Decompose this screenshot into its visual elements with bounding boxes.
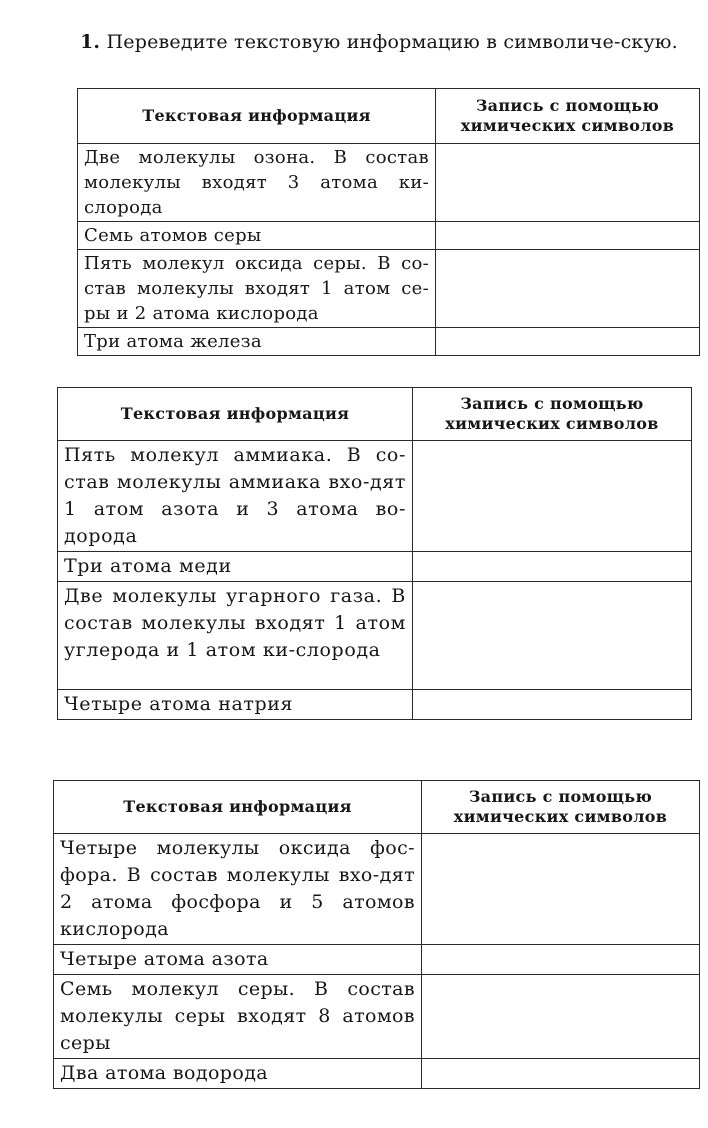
answer-cell[interactable]	[422, 1059, 700, 1089]
answer-cell[interactable]	[436, 328, 700, 356]
translation-table-2	[57, 387, 692, 720]
row-info: Пять молекул оксида серы. В со-став молекулы входят 1 атом се-ры и 2 атома кислорода	[78, 250, 436, 328]
answer-cell[interactable]	[422, 945, 700, 975]
translation-table-1	[77, 88, 700, 356]
table-row	[54, 945, 700, 975]
table-row	[54, 975, 700, 1059]
answer-cell[interactable]	[436, 250, 700, 328]
table-row	[58, 582, 692, 690]
row-info: Семь молекул серы. В состав молекулы серы входят 8 атомов серы	[54, 975, 422, 1059]
row-info: Четыре молекулы оксида фос-фора. В состав молекулы вхо-дят 2 атома фосфора и 5 атомов кислорода	[54, 834, 422, 945]
answer-cell[interactable]	[436, 222, 700, 250]
task-statement	[80, 30, 688, 54]
table-header-row	[58, 388, 692, 441]
table-row	[78, 222, 700, 250]
table-row	[78, 144, 700, 222]
task-number: 1.	[80, 31, 101, 53]
answer-cell[interactable]	[422, 975, 700, 1059]
table-row	[58, 441, 692, 552]
row-info: Два атома водорода	[54, 1059, 422, 1089]
row-info: Две молекулы угарного газа. В состав молекулы входят 1 атом углерода и 1 атом ки-слорода	[58, 582, 413, 690]
answer-cell[interactable]	[413, 441, 692, 552]
translation-table-3	[53, 780, 700, 1089]
row-info: Четыре атома азота	[54, 945, 422, 975]
row-info: Две молекулы озона. В состав молекулы входят 3 атома ки-слорода	[78, 144, 436, 222]
table-row	[78, 328, 700, 356]
header-symbol-record: Запись с помощью химических символов	[422, 781, 700, 834]
table-row	[78, 250, 700, 328]
table-row	[58, 552, 692, 582]
table-row	[54, 1059, 700, 1089]
row-info: Три атома железа	[78, 328, 436, 356]
answer-cell[interactable]	[436, 144, 700, 222]
answer-cell[interactable]	[413, 690, 692, 720]
table-row	[54, 834, 700, 945]
header-symbol-record: Запись с помощью химических символов	[413, 388, 692, 441]
answer-cell[interactable]	[413, 552, 692, 582]
row-info: Пять молекул аммиака. В со-став молекулы аммиака вхо-дят 1 атом азота и 3 атома во-дорода	[58, 441, 413, 552]
header-text-info: Текстовая информация	[54, 781, 422, 834]
answer-cell[interactable]	[422, 834, 700, 945]
header-symbol-record: Запись с помощью химических символов	[436, 89, 700, 144]
task-text: Переведите текстовую информацию в символиче-скую.	[106, 31, 678, 53]
table-header-row	[78, 89, 700, 144]
table-header-row	[54, 781, 700, 834]
header-text-info: Текстовая информация	[78, 89, 436, 144]
row-info: Три атома меди	[58, 552, 413, 582]
answer-cell[interactable]	[413, 582, 692, 690]
table-row	[58, 690, 692, 720]
header-text-info: Текстовая информация	[58, 388, 413, 441]
row-info: Четыре атома натрия	[58, 690, 413, 720]
row-info: Семь атомов серы	[78, 222, 436, 250]
